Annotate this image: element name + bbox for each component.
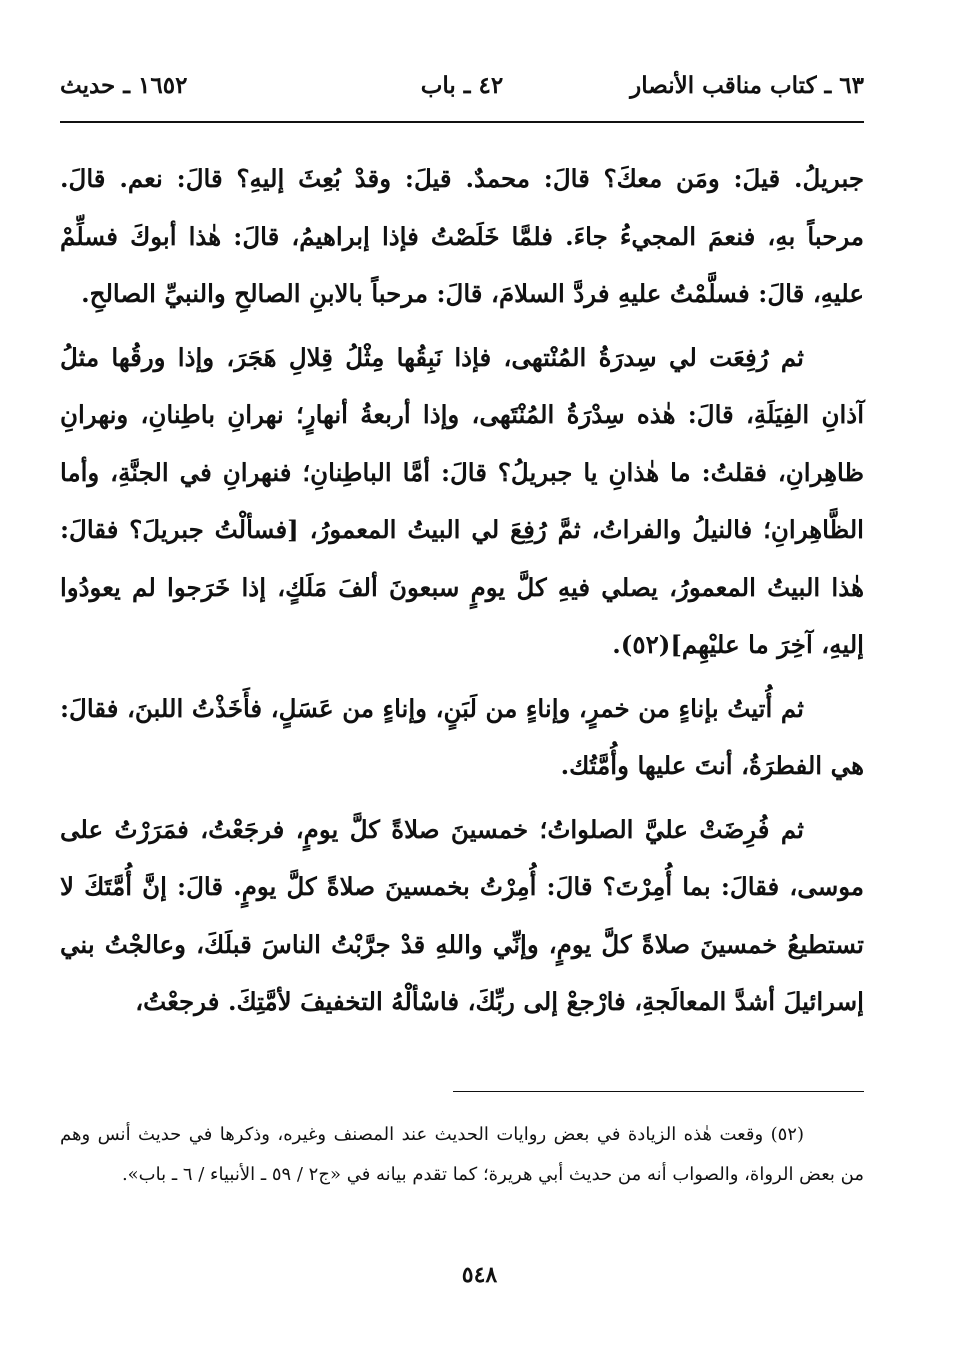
running-header: [60, 72, 864, 106]
paragraph-4: ثم فُرِضَتْ عليَّ الصلواتُ؛ خمسينَ صلاةً كلَّ يومٍ، فرجَعْتُ، فمَرَرْتُ على موسى، فقالَ: بما أُمِرْتَ؟ قالَ: أُمِرْتُ بخمسينَ صلاةً كلَّ يومٍ. قالَ: إنَّ أُمَّتَكَ لا تستطيعُ خمسينَ صلاةً كلَّ يومٍ، وإنِّي واللهِ قدْ جرَّبْتُ الناسَ قبلَكَ، وعالجْتُ بني إسرائيلَ أشدَّ المعالَجةِ، فارْجعْ إلى ربِّكَ، فاسْألْهُ التخفيفَ لأمَّتِكَ. فرجعْتُ،: [60, 814, 864, 1016]
footnote-text: (٥٢) وقعت هٰذه الزيادة في بعض روايات الحديث عند المصنف وغيره، وذكرها في حديث أنس وهم من بعض الرواة، والصواب أنه من حديث أبي هريرة؛ كما تقدم بيانه في «ج٢ / ٥٩ ـ الأنبياء / ٦ ـ باب».: [60, 1124, 864, 1185]
footnote-divider: [453, 1091, 864, 1092]
paragraph-3: ثم أُتيتُ بإناءٍ من خمرٍ، وإناءٍ من لَبَنٍ، وإناءٍ من عَسَلٍ، فأَخَذْتُ اللبنَ، فقالَ: هي الفطرَةُ، أنتَ عليها وأُمَّتُك.: [60, 693, 864, 780]
footnote: [60, 1115, 864, 1195]
paragraph-2: ثم رُفِعَت لي سِدرَةُ المُنْتهى، فإذا نَبِقُها مِثْلُ قِلالِ هَجَرَ، وإذا ورقُها مثلُ آذانِ الفِيَلَةِ، قالَ: هٰذه سِدْرَةُ المُنْتَهى، وإذا أربعةُ أنهارٍ؛ نهرانِ باطِنانِ، ونهرانِ ظاهِرانِ، فقلتُ: ما هٰذانِ يا جبريلُ؟ قالَ: أمَّا الباطِنانِ؛ فنهرانِ في الجنَّةِ، وأما الظَّاهِرانِ؛ فالنيلُ والفراتُ، ثمَّ رُفِعَ لي البيتُ المعمورُ، [فسألْتُ جبريلَ؟ فقالَ: هٰذا البيتُ المعمورُ، يصلي فيهِ كلَّ يومٍ سبعونَ ألفَ مَلَكٍ، إذا خَرَجوا لم يعودُوا إليهِ، آخِرَ ما عليْهِم](٥٢).: [60, 342, 864, 659]
main-text: [60, 150, 864, 1037]
header-hadith-number: ١٦٥٢ ـ حديث: [60, 72, 188, 99]
header-book-title: ٦٣ ـ كتاب مناقب الأنصار: [630, 72, 864, 99]
page-number: ٥٤٨: [461, 1262, 498, 1288]
header-chapter: ٤٢ ـ باب: [420, 72, 504, 99]
paragraph-1: جبريلُ. قيلَ: ومَن معكَ؟ قالَ: محمدٌ. قيلَ: وقدْ بُعِثَ إليهِ؟ قالَ: نعم. قالَ. مرحباً بهِ، فنعمَ المجيءُ جاءَ. فلمَّا خَلَصْتُ فإذا إبراهيمُ، قالَ: هٰذا أبوكَ فسلِّمْ عليهِ، قالَ: فسلَّمْتُ عليهِ فردَّ السلامَ، قالَ: مرحباً بالابنِ الصالحِ والنبيِّ الصالحِ.: [60, 164, 864, 308]
header-divider: [60, 121, 864, 123]
